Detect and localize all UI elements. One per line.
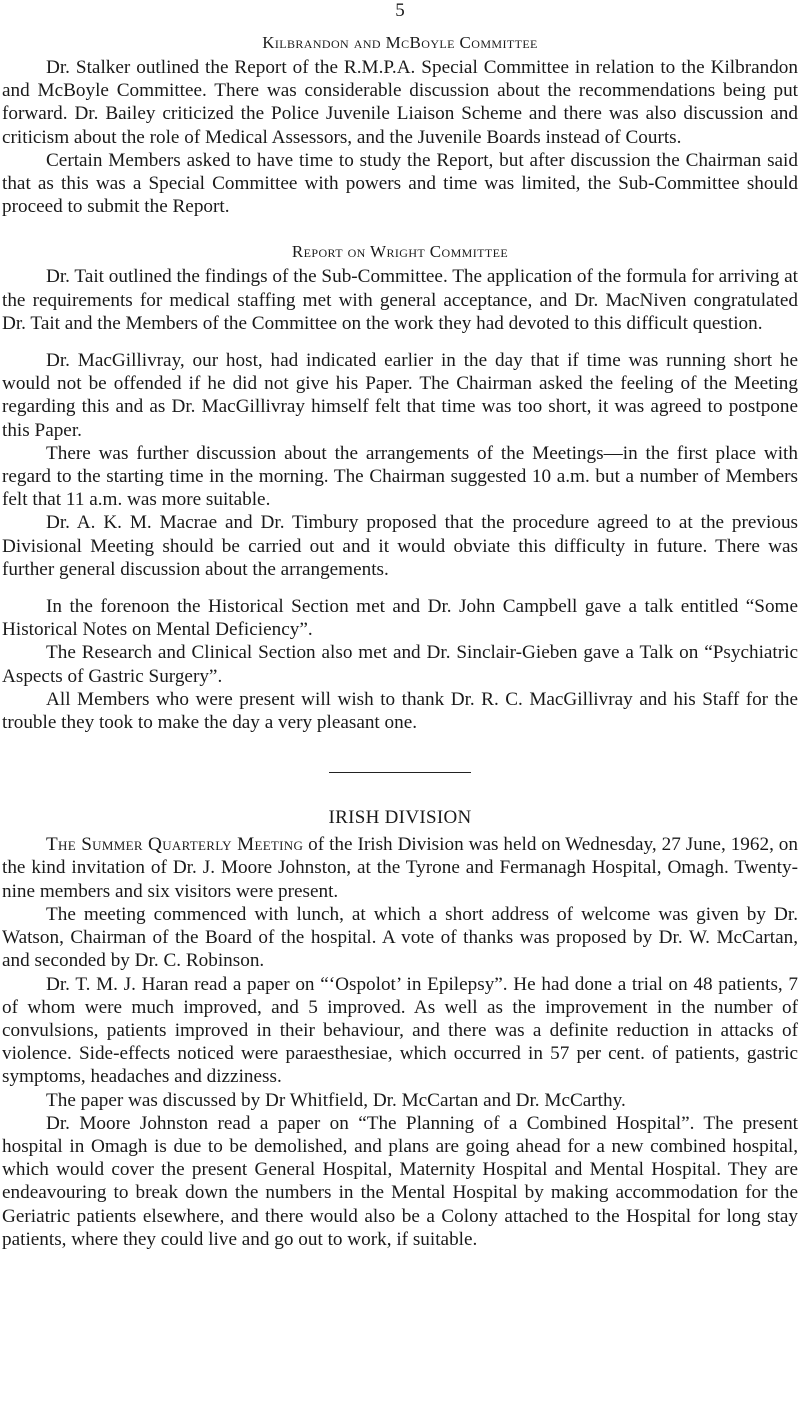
paragraph: The paper was discussed by Dr Whitfield, Dr. McCartan and Dr. McCarthy. xyxy=(46,1089,626,1111)
spacer xyxy=(2,335,798,349)
paragraph: All Members who were present will wish to thank Dr. R. C. MacGillivray and his Staff for the trouble they took to make the day a very pleasant one. xyxy=(2,688,798,734)
division-heading-irish: IRISH DIVISION xyxy=(328,807,472,829)
section-heading-kilbrandon: Kilbrandon and McBoyle Committee xyxy=(262,33,538,52)
paragraph: There was further discussion about the arrangements of the Meetings—in the first place with regard to the starting time in the morning. The Chairman suggested 10 a.m. but a number of Members felt that 11 a.m. was more suitable. xyxy=(2,442,798,511)
paragraph: Dr. Tait outlined the findings of the Sub-Committee. The application of the formula for arriving at the requirements for medical staffing met with general acceptance, and Dr. MacNiven congratulated Dr. Tait and the Members of the Committee on the work they had devoted to this difficult question. xyxy=(2,266,798,334)
paragraph: Dr. Stalker outlined the Report of the R.M.P.A. Special Committee in relation to the Kilbrandon and McBoyle Committee. There was considerable discussion about the recommendations being put forward. Dr. Bailey criticized the Police Juvenile Liaison Scheme and there was also discussion and criticism about the role of Medical Assessors, and the Juvenile Boards instead of Courts. xyxy=(2,57,798,148)
paragraph-lead xyxy=(2,833,798,903)
paragraph: Dr. A. K. M. Macrae and Dr. Timbury proposed that the procedure agreed to at the previous Divisional Meeting should be carried out and it would obviate this difficulty in future. There was further general discussion about the arrangements. xyxy=(2,512,798,580)
section-heading-wright: Report on Wright Committee xyxy=(291,242,509,262)
spacer xyxy=(2,734,798,772)
paragraph: Certain Members asked to have time to study the Report, but after discussion the Chairman said that as this was a Special Committee with powers and time was limited, the Sub-Committee should proceed to submit the Report. xyxy=(2,149,798,218)
paragraph: The Research and Clinical Section also met and Dr. Sinclair-Gieben gave a Talk on “Psychiatric Aspects of Gastric Surgery”. xyxy=(2,642,798,687)
lead-caps-text: The Summer Quarterly Meeting xyxy=(46,834,304,856)
page-number: 5 xyxy=(395,0,405,21)
paragraph: Dr. MacGillivray, our host, had indicated earlier in the day that if time was running short he would not be offended if he did not give his Paper. The Chairman asked the feeling of the Meeting regarding this and as Dr. MacGillivray himself felt that time was too short, it was agreed to postpone this Paper. xyxy=(2,350,798,441)
paragraph: The meeting commenced with lunch, at which a short address of welcome was given by Dr. Watson, Chairman of the Board of the hospital. A vote of thanks was proposed by Dr. W. McCartan, and seconded by Dr. C. Robinson. xyxy=(2,903,798,972)
spacer xyxy=(2,218,798,241)
spacer xyxy=(2,773,798,807)
paragraph: Dr. T. M. J. Haran read a paper on “‘Ospolot’ in Epilepsy”. He had done a trial on 48 patients, 7 of whom were much improved, and 5 improved. As well as the improvement in the number of convulsions, patients improved in their behaviour, and there was a definite reduction in attacks of violence. Side-effects noticed were paraesthesiae, which occurred in 57 per cent. of patients, gastric symptoms, headaches and dizziness. xyxy=(2,973,798,1088)
paragraph: In the forenoon the Historical Section met and Dr. John Campbell gave a talk entitled “Some Historical Notes on Mental Deficiency”. xyxy=(2,596,798,641)
spacer xyxy=(2,581,798,595)
lead-rest-text: of the Irish Division was held on Wednesday, 27 June, 1962, on the kind invitation of Dr. J. Moore Johnston, at the Tyrone and Fermanagh Hospital, Omagh. Twenty-nine members and six visitors were present. xyxy=(2,834,798,902)
paragraph: Dr. Moore Johnston read a paper on “The Planning of a Combined Hospital”. The present hospital in Omagh is due to be demolished, and plans are going ahead for a new combined hospital, which would cover the present General Hospital, Maternity Hospital and Mental Hospital. They are endeavouring to break down the numbers in the Mental Hospital by making accommodation for the Geriatric patients elsewhere, and there would also be a Colony attached to the Hospital for long stay patients, where they could live and go out to work, if suitable. xyxy=(2,1112,798,1250)
